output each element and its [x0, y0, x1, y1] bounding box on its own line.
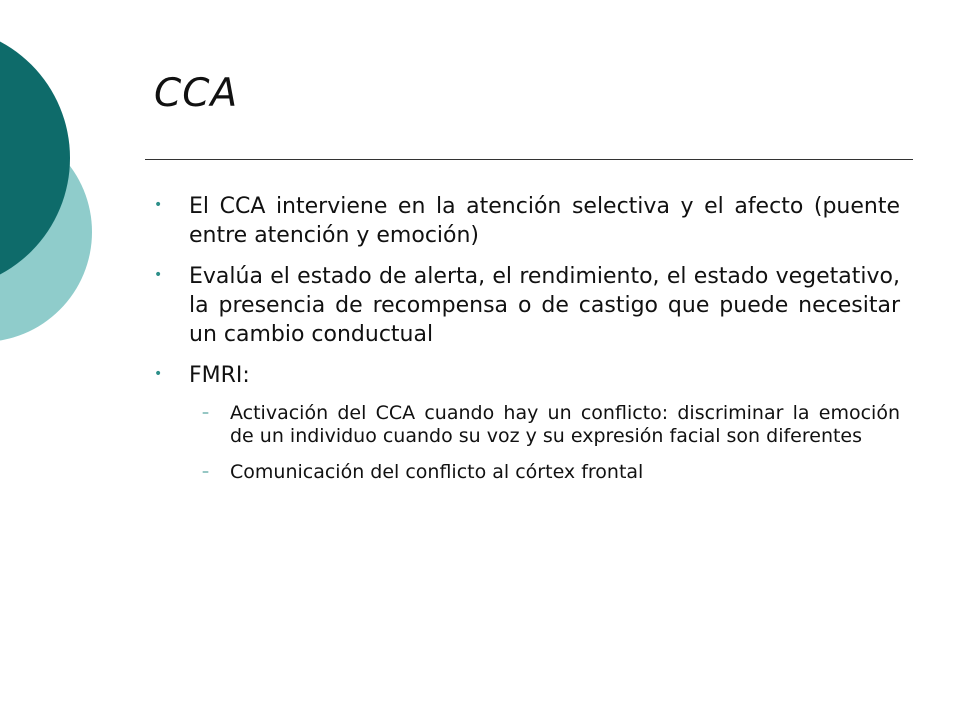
sub-list-item-text: Activación del CCA cuando hay un conflicto: discriminar la emoción de un individuo cuando su voz y su expresión facial son diferentes: [230, 402, 900, 447]
bullet-dot-icon: •: [154, 197, 163, 213]
list-item-text: Evalúa el estado de alerta, el rendimiento, el estado vegetativo, la presencia de recompensa o de castigo que puede necesitar un cambio conductual: [189, 264, 900, 347]
sub-list-item-text: Comunicación del conflicto al córtex frontal: [230, 461, 644, 483]
list-item: [154, 361, 900, 390]
bullet-dot-icon: •: [154, 267, 163, 283]
bullet-dot-icon: •: [154, 366, 163, 382]
sub-list-item: [154, 402, 900, 448]
slide-title: CCA: [154, 71, 239, 116]
bullet-dash-icon: –: [202, 464, 209, 480]
bullet-dash-icon: –: [202, 405, 209, 421]
list-item-text: FMRI:: [189, 363, 250, 388]
list-item: [154, 192, 900, 250]
list-item: [154, 262, 900, 349]
list-item-text: El CCA interviene en la atención selectiva y el afecto (puente entre atención y emoción): [189, 194, 900, 248]
sub-list-item: [154, 461, 900, 484]
slide-body: [154, 192, 900, 497]
decorative-circles: [0, 0, 120, 400]
title-divider: [145, 159, 913, 160]
